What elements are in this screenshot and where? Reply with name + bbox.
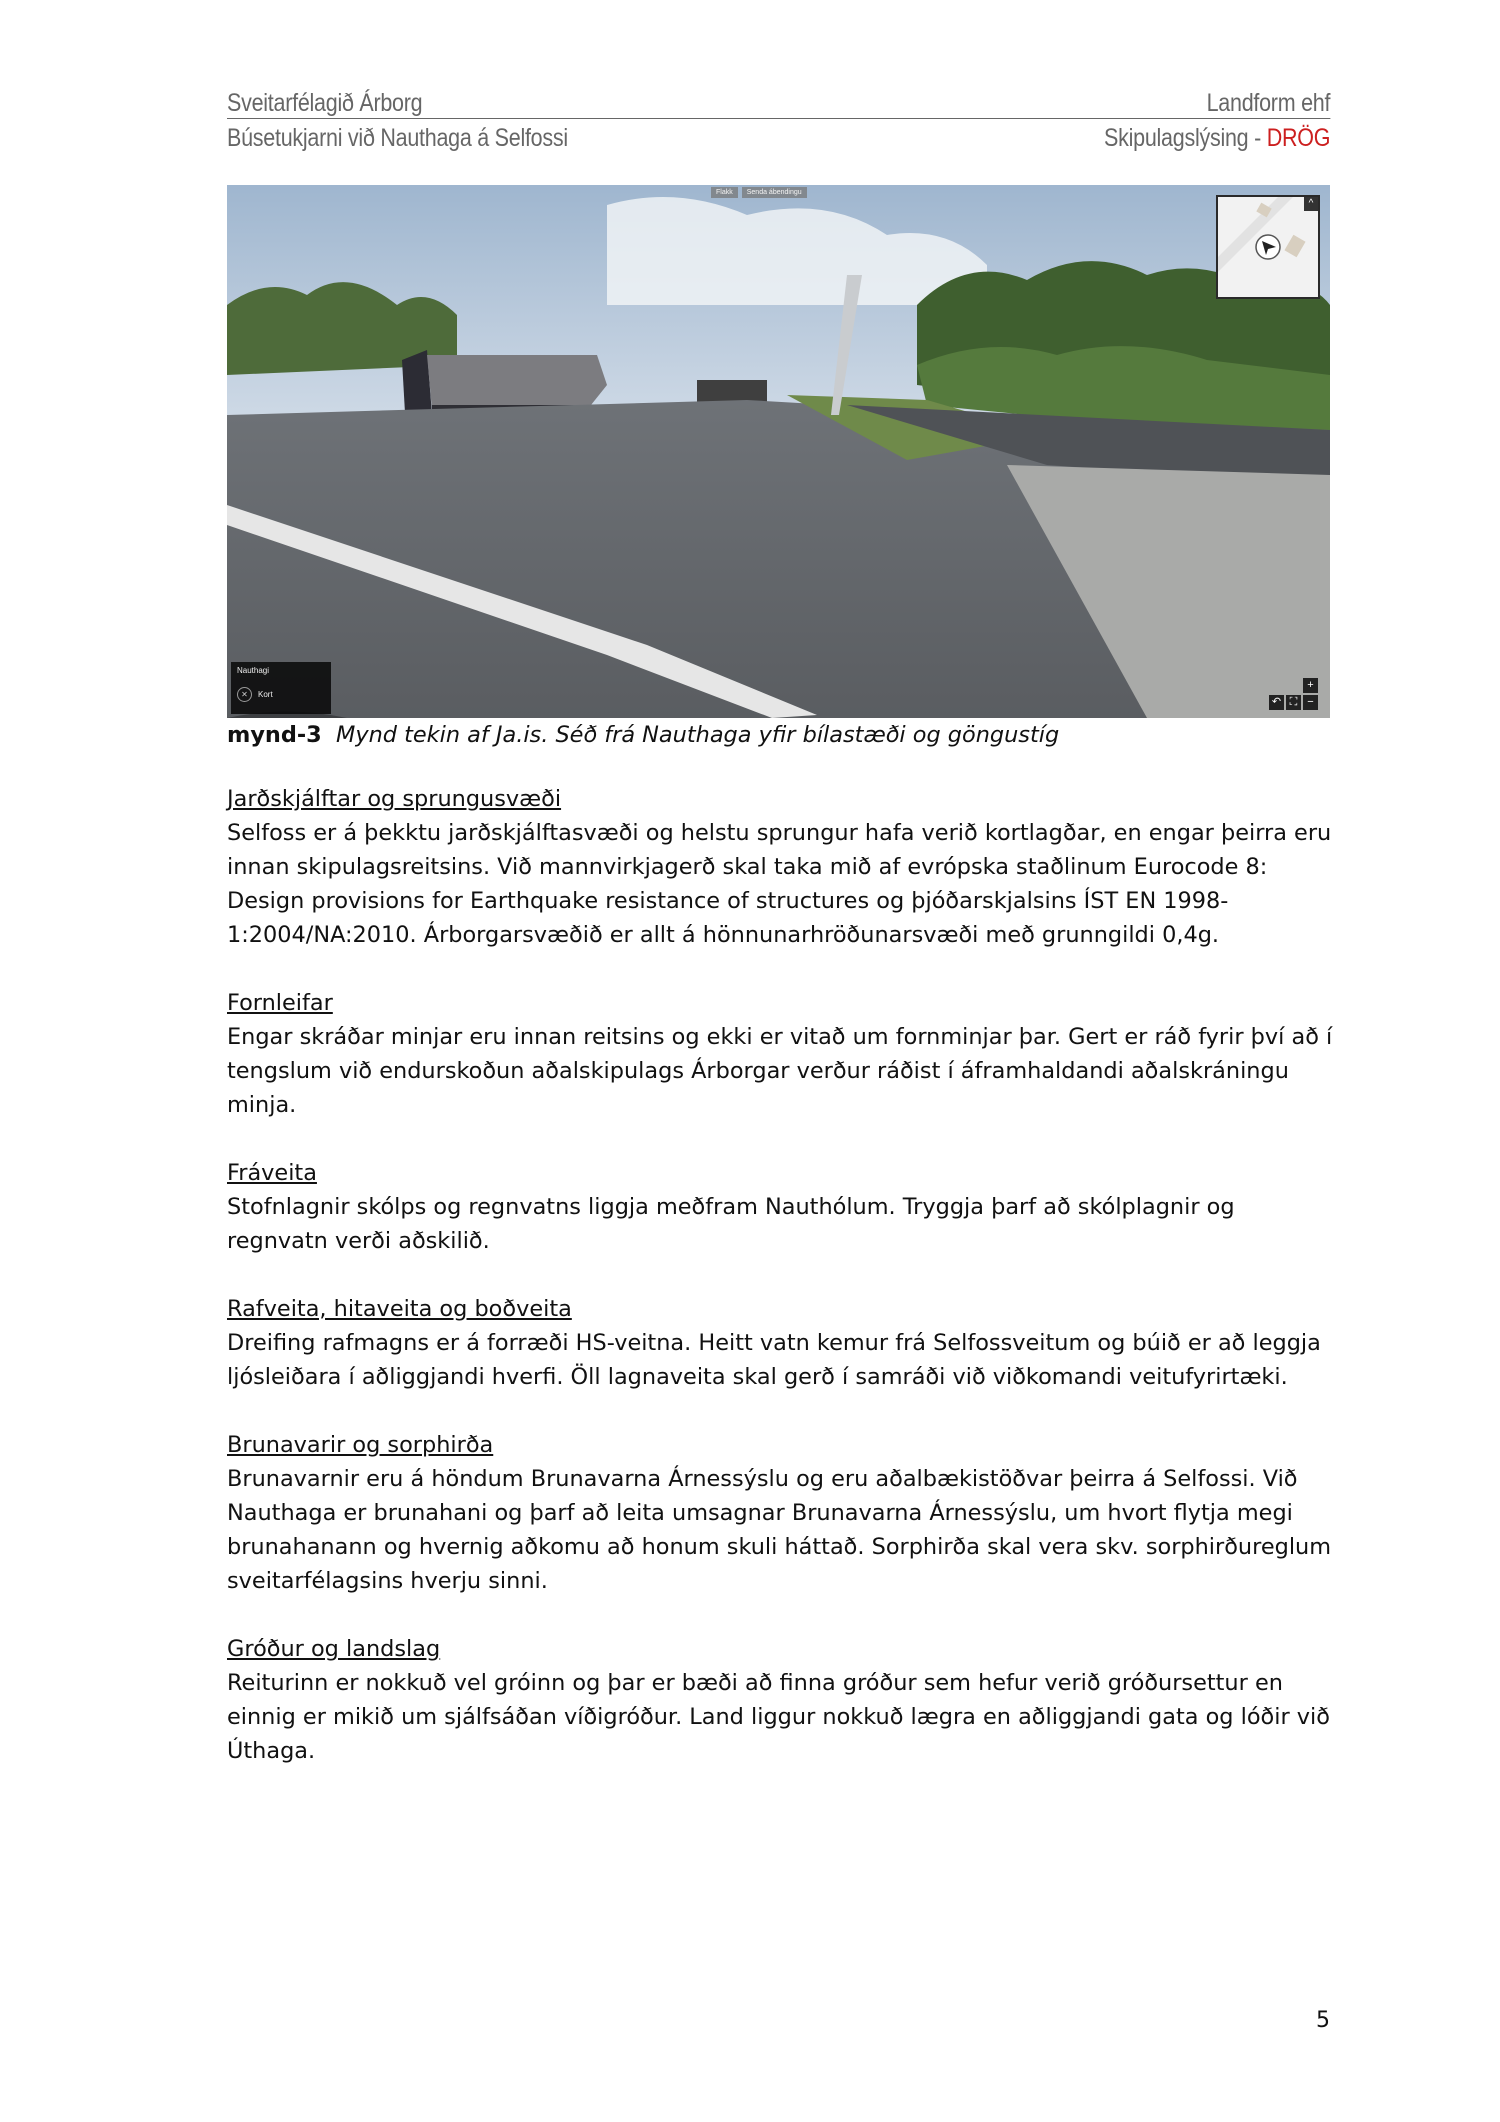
zoom-in-icon: +	[1303, 678, 1318, 693]
section-heading: Fornleifar	[227, 990, 333, 1016]
section-body: Engar skráðar minjar eru innan reitsins og ekki er vitað um fornminjar þar. Gert er ráð fyrir því að í tengslum við endurskoðun aðalskipulags Árborgar verður ráðist í áframhaldandi aðalskráningu minja.	[227, 1024, 1333, 1118]
figure-label: mynd-3	[227, 722, 322, 748]
section-body: Brunavarnir eru á höndum Brunavarna Árnessýslu og eru aðalbækistöðvar þeirra á Selfossi. Við Nauthaga er brunahani og þarf að leita umsagnar Brunavarna Árnessýslu, um hvort flytja megi brunahanann og hvernig aðkomu að honum skuli háttað. Sorphirða skal vera skv. sorphirðureglum sveitarfélagsins hverju sinni.	[227, 1466, 1332, 1594]
section-heading: Fráveita	[227, 1160, 317, 1186]
figure-caption	[227, 718, 1337, 752]
map-link	[237, 687, 325, 702]
location-label: Nauthagi	[237, 666, 270, 675]
minimap-toggle-icon: ^	[1304, 197, 1318, 211]
document-type	[1104, 124, 1330, 153]
minimap-map	[1218, 197, 1318, 297]
flakk-button: Flakk	[711, 187, 738, 198]
header-row-1	[227, 88, 1330, 119]
section-body: Dreifing rafmagns er á forræði HS-veitna. Heitt vatn kemur frá Selfossveitum og búið er að leggja ljósleiðara í aðliggjandi hverfi. Öll lagnaveita skal gerð í samráði við viðkomandi veitufyrirtæki.	[227, 1330, 1321, 1390]
zoom-out-icon: −	[1303, 695, 1318, 710]
project-title: Búsetukjarni við Nauthaga á Selfossi	[227, 124, 568, 152]
section-heading: Brunavarir og sorphirða	[227, 1432, 494, 1458]
section-heading: Jarðskjálftar og sprungusvæði	[227, 786, 562, 812]
section-body: Selfoss er á þekktu jarðskjálftasvæði og helstu sprungur hafa verið kortlagðar, en engar þeirra eru innan skipulagsreitsins. Við mannvirkjagerð skal taka mið af evrópska staðlinum Eurocode 8: Design provisions for Earthquake resistance of structures og þjóðarskjalsins ÍST EN 1998-1:2004/NA:2010. Árborgarsvæðið er allt á hönnunarhröðunarsvæði með grunngildi 0,4g.	[227, 820, 1332, 948]
location-panel	[231, 662, 331, 714]
section-archaeology	[227, 986, 1337, 1122]
section-sewage	[227, 1156, 1337, 1258]
section-heading: Gróður og landslag	[227, 1636, 441, 1662]
figure-caption-text: Mynd tekin af Ja.is. Séð frá Nauthaga yfir bílastæði og göngustíg	[336, 722, 1060, 748]
company-name: Landform ehf	[1206, 89, 1331, 117]
section-vegetation	[227, 1632, 1337, 1768]
map-label: Kort	[258, 690, 273, 699]
document-type-label: Skipulagslýsing -	[1104, 124, 1267, 152]
section-fire-waste	[227, 1428, 1337, 1598]
send-feedback-button: Senda ábendingu	[742, 187, 807, 198]
street-view-controls	[1269, 678, 1318, 710]
document-body	[227, 718, 1337, 1802]
section-earthquakes	[227, 782, 1337, 952]
fullscreen-icon: ⛶	[1286, 695, 1301, 710]
back-icon: ↶	[1269, 695, 1284, 710]
street-scene-illustration	[227, 185, 1330, 718]
page-header	[227, 88, 1330, 153]
section-utilities	[227, 1292, 1337, 1394]
minimap	[1216, 195, 1320, 299]
section-heading: Rafveita, hitaveita og boðveita	[227, 1296, 572, 1322]
street-view-photo	[227, 185, 1330, 718]
page-number: 5	[1316, 2008, 1330, 2033]
section-body: Stofnlagnir skólps og regnvatns liggja meðfram Nauthólum. Tryggja þarf að skólplagnir og regnvatn verði aðskilið.	[227, 1194, 1235, 1254]
header-row-2	[227, 123, 1330, 153]
section-body: Reiturinn er nokkuð vel gróinn og þar er bæði að finna gróður sem hefur verið gróðursettur en einnig er mikið um sjálfsáðan víðigróður. Land liggur nokkuð lægra en aðliggjandi gata og lóðir við Úthaga.	[227, 1670, 1330, 1764]
close-icon: ✕	[237, 687, 252, 702]
draft-label: DRÖG	[1266, 124, 1331, 152]
street-view-top-buttons	[711, 187, 807, 198]
municipality-name: Sveitarfélagið Árborg	[227, 89, 423, 117]
